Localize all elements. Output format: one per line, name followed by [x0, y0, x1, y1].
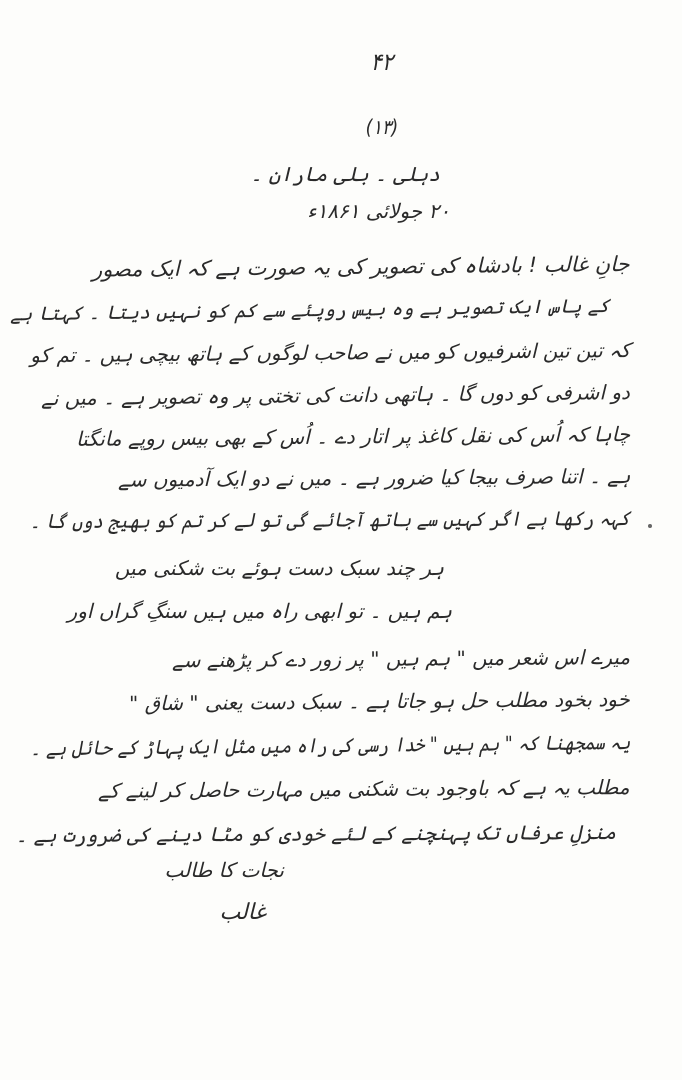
signature: غالب [219, 900, 266, 925]
body-line: دو اشرفی کو دوں گا ۔ ہاتھی دانت کی تختی پر وہ تصویر ہے ۔ میں نے [41, 380, 631, 411]
body-line: کہہ رکھا ہے اگر کہیں سے ہاتھ آجائے گی تو لے کر تم کو بھیج دوں گا ۔ [29, 506, 631, 534]
body-line: کے پاس ایک تصویر ہے وہ بیس روپئے سے کم کو نہیں دیتا ۔ کہتا ہے [10, 295, 611, 326]
explanation-line: یہ سمجھنا کہ " ہم ہیں " خدا رسی کی راہ میں مثل ایک پہاڑ کے حائل ہے ۔ [29, 730, 631, 761]
letter-date: ۲۰ جولائی ۱۸۶۱ء [307, 199, 450, 223]
verse-line: ہر چند سبک دست ہوئے بت شکنی میں [114, 556, 444, 580]
page-number: ۴۲ [370, 48, 394, 76]
explanation-line: مطلب یہ ہے کہ باوجود بت شکنی میں مہارت حاصل کر لینے کے [98, 775, 631, 803]
body-line: جانِ غالب ! بادشاہ کی تصویر کی یہ صورت ہے کہ ایک مصور [92, 252, 631, 282]
letter-place: دہلی ۔ بلی ماران ۔ [250, 162, 440, 186]
body-line: ہے ۔ اتنا صرف بیجا کیا ضرور ہے ۔ میں نے دو ایک آدمیوں سے [117, 464, 631, 492]
body-line: کہ تین تین اشرفیوں کو میں نے صاحب لوگوں کے ہاتھ بیچی ہیں ۔ تم کو [29, 338, 631, 368]
letter-number: (۱۳) [365, 115, 399, 139]
explanation-line: خود بخود مطلب حل ہو جاتا ہے ۔ سبک دست یعنی " شاق " [129, 687, 631, 716]
explanation-line: میرے اس شعر میں " ہم ہیں " پر زور دے کر پڑھنے سے [171, 645, 631, 673]
body-line: چاہا کہ اُس کی نقل کاغذ پر اتار دے ۔ اُس کے بھی بیس روپے مانگتا [75, 422, 631, 451]
ink-dot [648, 524, 652, 528]
explanation-line: منزلِ عرفاں تک پہنچنے کے لئے خودی کو مٹا دینے کی ضرورت ہے ۔ [15, 820, 617, 848]
verse-line: ہم ہیں ۔ تو ابھی راہ میں ہیں سنگِ گراں اور [67, 599, 452, 623]
closing-phrase: نجات کا طالب [164, 858, 284, 882]
